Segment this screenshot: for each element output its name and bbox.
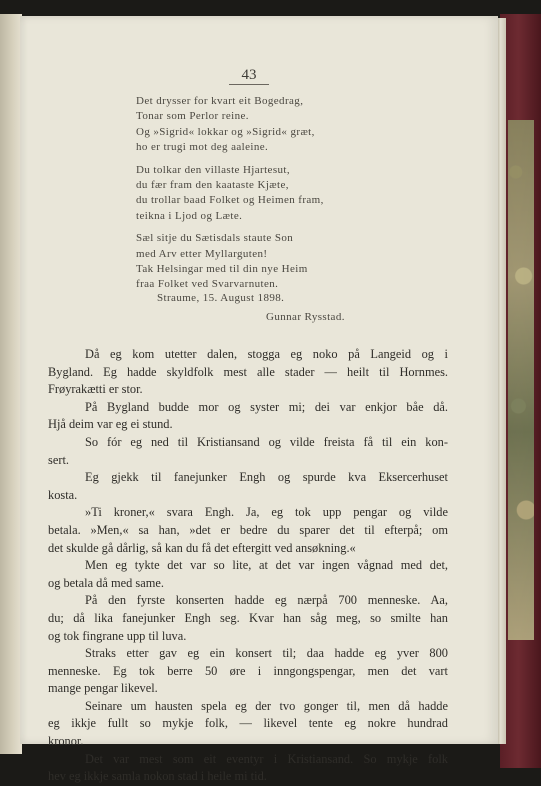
paragraph-line: eg ikkje fullt so mykje folk, — likevel tente eg nokre hundrad xyxy=(48,716,448,731)
paragraph xyxy=(48,434,448,469)
poem-line: teikna i Ljod og Læte. xyxy=(136,209,243,222)
poem-signature: Gunnar Rysstad. xyxy=(266,311,345,323)
poem-line: Tak Helsingar med til din nye Heim xyxy=(136,262,308,275)
paragraph xyxy=(48,592,448,645)
poem-line: med Arv etter Myllarguten! xyxy=(136,247,268,260)
paragraph-line: Hjå deim var eg ei stund. xyxy=(48,417,173,432)
paragraph-line: og betala då med same. xyxy=(48,575,164,590)
paragraph xyxy=(48,557,448,592)
poem-stanza xyxy=(136,94,406,155)
paragraph-line: Frøyrakætti er stor. xyxy=(48,382,143,397)
paragraph-line: hev eg ikkje samla nokon stad i heile mi tid. xyxy=(48,769,267,784)
marbled-endpaper xyxy=(508,120,534,640)
paragraph xyxy=(48,698,448,751)
paragraph-line: sert. xyxy=(48,452,69,467)
paragraph-line: menneske. Eg tok berre 50 øre i inngongspengar, men det vart xyxy=(48,663,448,678)
paragraph-line: kronor. xyxy=(48,734,84,749)
paragraph-line: Då eg kom utetter dalen, stogga eg noko på Langeid og i xyxy=(85,347,448,361)
poem-line: Tonar som Perlor reine. xyxy=(136,110,249,123)
paragraph-line: Seinare um hausten spela eg der tvo gonger til, men då hadde xyxy=(85,698,448,713)
page-number: 43 xyxy=(229,66,269,85)
poem-line: ho er trugi mot deg aaleine. xyxy=(136,140,269,153)
poem xyxy=(136,94,406,300)
poem-line: Og »Sigrid« lokkar og »Sigrid« græt, xyxy=(136,125,315,138)
paragraph-line: So fór eg ned til Kristiansand og vilde freista få til ein kon- xyxy=(85,434,448,449)
paragraph-line: mange pengar likevel. xyxy=(48,681,158,696)
poem-dateline: Straume, 15. August 1898. xyxy=(157,292,285,304)
paragraph xyxy=(48,645,448,698)
poem-line: Sæl sitje du Sætisdals staute Son xyxy=(136,232,294,245)
prose-body xyxy=(48,346,448,786)
poem-stanza xyxy=(136,231,406,292)
paragraph xyxy=(48,469,448,504)
poem-line: Det drysser for kvart eit Bogedrag, xyxy=(136,95,304,107)
poem-line: du trollar baad Folket og Heimen fram, xyxy=(136,194,324,207)
paragraph-line: og tok fingrane upp til luva. xyxy=(48,628,187,643)
poem-line: fraa Folket ved Svarvarnuten. xyxy=(136,278,279,291)
paragraph-line: »Ti kroner,« svara Engh. Ja, eg tok upp pengar og vilde xyxy=(85,505,448,520)
poem-line: du fær fram den kaataste Kjæte, xyxy=(136,178,289,191)
paragraph-line: kosta. xyxy=(48,487,78,502)
paragraph-line: du; då lika fanejunker Engh seg. Kvar han såg meg, so smilte han xyxy=(48,610,448,625)
paragraph xyxy=(48,751,448,786)
paragraph xyxy=(48,504,448,557)
paragraph-line: Straks etter gav eg ein konsert til; daa hadde eg yver 800 xyxy=(85,646,448,661)
poem-stanza xyxy=(136,163,406,224)
poem-line: Du tolkar den villaste Hjartesut, xyxy=(136,163,291,176)
paragraph-line: det skulde gå dårlig, så kan du få det eftergitt ved ansøkning.« xyxy=(48,540,356,555)
paragraph-line: På den fyrste konserten hadde eg nærpå 700 menneske. Aa, xyxy=(85,593,448,608)
facing-page-edge xyxy=(0,14,22,754)
paragraph-line: betala. »Men,« sa han, »det er bedre du sparer det til efterpå; om xyxy=(48,522,448,537)
paragraph-line: Eg gjekk til fanejunker Engh og spurde kva Eksercerhuset xyxy=(85,470,448,485)
paragraph-line: Det var mest som eit eventyr i Kristiansand. So mykje folk xyxy=(85,751,448,766)
paragraph xyxy=(48,346,448,399)
book-page xyxy=(20,16,498,784)
paragraph-line: Bygland. Eg hadde skyldfolk mest alle stader — heilt til Hornmes. xyxy=(48,364,448,379)
paragraph-line: På Bygland budde mor og syster mi; dei var enkjor båe då. xyxy=(85,399,448,414)
paragraph-line: Men eg tykte det var so lite, at det var ingen vågnad med det, xyxy=(85,558,448,573)
paragraph xyxy=(48,399,448,434)
